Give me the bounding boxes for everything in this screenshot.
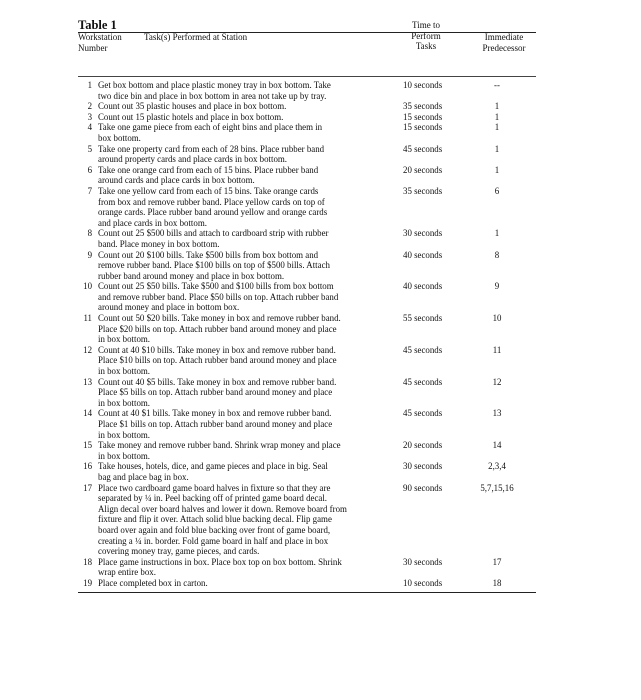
table-row bbox=[78, 461, 536, 482]
table-row bbox=[78, 483, 536, 557]
task-time: 45 seconds bbox=[403, 376, 443, 387]
task-description: Take one game piece from each of eight bins and place them in box bottom. bbox=[98, 122, 323, 143]
table-row bbox=[78, 281, 536, 313]
task-description: Count out 35 plastic houses and place in box bottom. bbox=[98, 101, 287, 112]
immediate-predecessor: 17 bbox=[492, 556, 502, 567]
immediate-predecessor: 12 bbox=[492, 376, 502, 387]
task-description: Count out 25 $50 bills. Take $500 and $100 bills from box bottom and remove rubber band. Place $50 bills on top. Attach rubber band around money and place in bottom box. bbox=[98, 281, 339, 313]
workstation-number: 8 bbox=[87, 228, 92, 239]
bottom-rule bbox=[78, 592, 536, 593]
table-row bbox=[78, 186, 536, 228]
task-description: Count out 25 $500 bills and attach to cardboard strip with rubber band. Place money in box bottom. bbox=[98, 228, 329, 249]
header-rule bbox=[78, 76, 536, 77]
immediate-predecessor: 1 bbox=[494, 164, 500, 175]
workstation-number: 7 bbox=[87, 185, 92, 196]
task-description: Take money and remove rubber band. Shrink wrap money and place in box bottom. bbox=[98, 440, 341, 461]
table-row bbox=[78, 313, 536, 345]
header-workstation-number: Number bbox=[78, 43, 108, 53]
workstation-number: 16 bbox=[83, 461, 92, 472]
workstation-number: 6 bbox=[87, 164, 92, 175]
workstation-number: 9 bbox=[87, 249, 92, 260]
task-description: Count at 40 $10 bills. Take money in box and remove rubber band. Place $10 bills on top. Attach rubber band around money and place in box bottom. bbox=[98, 344, 337, 377]
workstation-number: 13 bbox=[83, 376, 92, 387]
immediate-predecessor: 9 bbox=[494, 281, 500, 292]
workstation-number: 19 bbox=[83, 577, 92, 588]
task-time: 30 seconds bbox=[403, 228, 443, 239]
table-row bbox=[78, 578, 536, 589]
task-time: 20 seconds bbox=[403, 164, 443, 175]
task-description: Get box bottom and place plastic money tray in box bottom. Take two dice bin and place in box bottom in area not take up by tray. bbox=[98, 80, 331, 101]
task-description: Place game instructions in box. Place box top on box bottom. Shrink wrap entire box. bbox=[98, 556, 342, 578]
table-row bbox=[78, 165, 536, 186]
table-row bbox=[78, 80, 536, 101]
immediate-predecessor: 14 bbox=[492, 440, 502, 451]
workstation-number: 3 bbox=[87, 111, 92, 122]
task-time: 40 seconds bbox=[403, 249, 443, 260]
task-description: Count out 40 $5 bills. Take money in box and remove rubber band. Place $5 bills on top. Attach rubber band around money and place in box bottom. bbox=[98, 376, 337, 408]
header-time: Time to Perform Tasks bbox=[411, 20, 441, 51]
task-time: 40 seconds bbox=[403, 281, 443, 292]
workstation-number: 10 bbox=[83, 281, 92, 292]
task-description: Count out 20 $100 bills. Take $500 bills from box bottom and remove rubber band. Place $100 bills on top of $500 bills. Attach rubber band around money and place in box bottom. bbox=[98, 249, 330, 281]
immediate-predecessor: 1 bbox=[494, 122, 500, 133]
task-time: 45 seconds bbox=[403, 408, 443, 419]
immediate-predecessor: 5,7,15,16 bbox=[480, 482, 514, 493]
table-row bbox=[78, 250, 536, 282]
immediate-predecessor: 1 bbox=[494, 111, 500, 122]
table-row bbox=[78, 122, 536, 143]
table-row bbox=[78, 440, 536, 461]
immediate-predecessor: 13 bbox=[492, 408, 502, 419]
task-time: 90 seconds bbox=[403, 482, 443, 493]
immediate-predecessor: 11 bbox=[492, 344, 502, 355]
task-time: 30 seconds bbox=[403, 556, 443, 567]
task-time: 35 seconds bbox=[403, 101, 443, 112]
immediate-predecessor: 18 bbox=[492, 577, 502, 588]
table-row bbox=[78, 345, 536, 377]
task-description: Count at 40 $1 bills. Take money in box and remove rubber band. Place $1 bills on top. Attach rubber band around money and place in box bottom. bbox=[98, 408, 333, 440]
table-row bbox=[78, 112, 536, 123]
table-title: Table 1 bbox=[78, 18, 117, 32]
task-description: Place two cardboard game board halves in fixture so that they are separated by ¼ in. Peel backing off of printed game board decal. Align decal over board halves and lower it down. Remove board from fixture and flip it over. Attach solid blue backing decal. Flip game board over again and fold blue backing over front of game board, creating a ¼ in. border. Fold game board in half and place in box covering money tray, game pieces, and cards. bbox=[98, 482, 347, 557]
task-time: 45 seconds bbox=[403, 143, 443, 154]
header-workstation: Workstation bbox=[78, 32, 122, 42]
task-time: 15 seconds bbox=[403, 111, 443, 122]
header-tasks: Task(s) Performed at Station bbox=[144, 32, 248, 42]
task-time: 10 seconds bbox=[403, 577, 443, 588]
table-row bbox=[78, 228, 536, 249]
immediate-predecessor: 10 bbox=[492, 313, 502, 324]
task-description: Take one property card from each of 28 bins. Place rubber band around property cards and place cards in box bottom. bbox=[98, 143, 325, 165]
table-row bbox=[78, 557, 536, 578]
task-description: Count out 50 $20 bills. Take money in box and remove rubber band. Place $20 bills on top. Attach rubber band around money and place in box bottom. bbox=[98, 313, 341, 345]
immediate-predecessor: 1 bbox=[494, 228, 500, 239]
table-container bbox=[78, 18, 536, 588]
task-description: Take one orange card from each of 15 bins. Place rubber band around cards and place cards in box bottom. bbox=[98, 164, 319, 186]
task-description: Place completed box in carton. bbox=[98, 577, 208, 588]
immediate-predecessor: 8 bbox=[494, 249, 500, 260]
table-row bbox=[78, 408, 536, 440]
task-time: 10 seconds bbox=[403, 80, 443, 90]
task-description: Count out 15 plastic hotels and place in box bottom. bbox=[98, 111, 284, 122]
table-row bbox=[78, 144, 536, 165]
top-rule bbox=[78, 32, 536, 33]
task-time: 30 seconds bbox=[403, 461, 443, 472]
workstation-number: 5 bbox=[87, 143, 92, 154]
workstation-number: 11 bbox=[83, 313, 92, 324]
workstation-number: 1 bbox=[87, 80, 92, 90]
task-time: 45 seconds bbox=[403, 344, 443, 355]
workstation-number: 15 bbox=[83, 440, 92, 451]
task-time: 20 seconds bbox=[403, 440, 443, 451]
workstation-number: 12 bbox=[83, 344, 92, 355]
workstation-number: 2 bbox=[87, 101, 92, 112]
table-row bbox=[78, 377, 536, 409]
immediate-predecessor: 1 bbox=[494, 143, 500, 154]
workstation-number: 4 bbox=[87, 122, 92, 133]
task-time: 55 seconds bbox=[403, 313, 443, 324]
workstation-number: 14 bbox=[83, 408, 92, 419]
workstation-number: 18 bbox=[83, 556, 92, 567]
workstation-number: 17 bbox=[83, 482, 92, 493]
immediate-predecessor: 6 bbox=[494, 185, 500, 196]
immediate-predecessor: -- bbox=[494, 80, 500, 90]
table-body bbox=[78, 80, 536, 589]
header-predecessor: Immediate Predecessor bbox=[482, 32, 526, 53]
table-row bbox=[78, 101, 536, 112]
task-time: 35 seconds bbox=[403, 185, 443, 196]
task-time: 15 seconds bbox=[403, 122, 443, 133]
immediate-predecessor: 2,3,4 bbox=[488, 461, 506, 472]
task-description: Take one yellow card from each of 15 bins. Take orange cards from box and remove rubber band. Place yellow cards on top of orange cards. Place rubber band around yellow and orange cards and place cards in box bottom. bbox=[98, 185, 328, 228]
task-description: Take houses, hotels, dice, and game pieces and place in big. Seal bag and place bag in box. bbox=[98, 461, 328, 482]
immediate-predecessor: 1 bbox=[494, 101, 500, 112]
